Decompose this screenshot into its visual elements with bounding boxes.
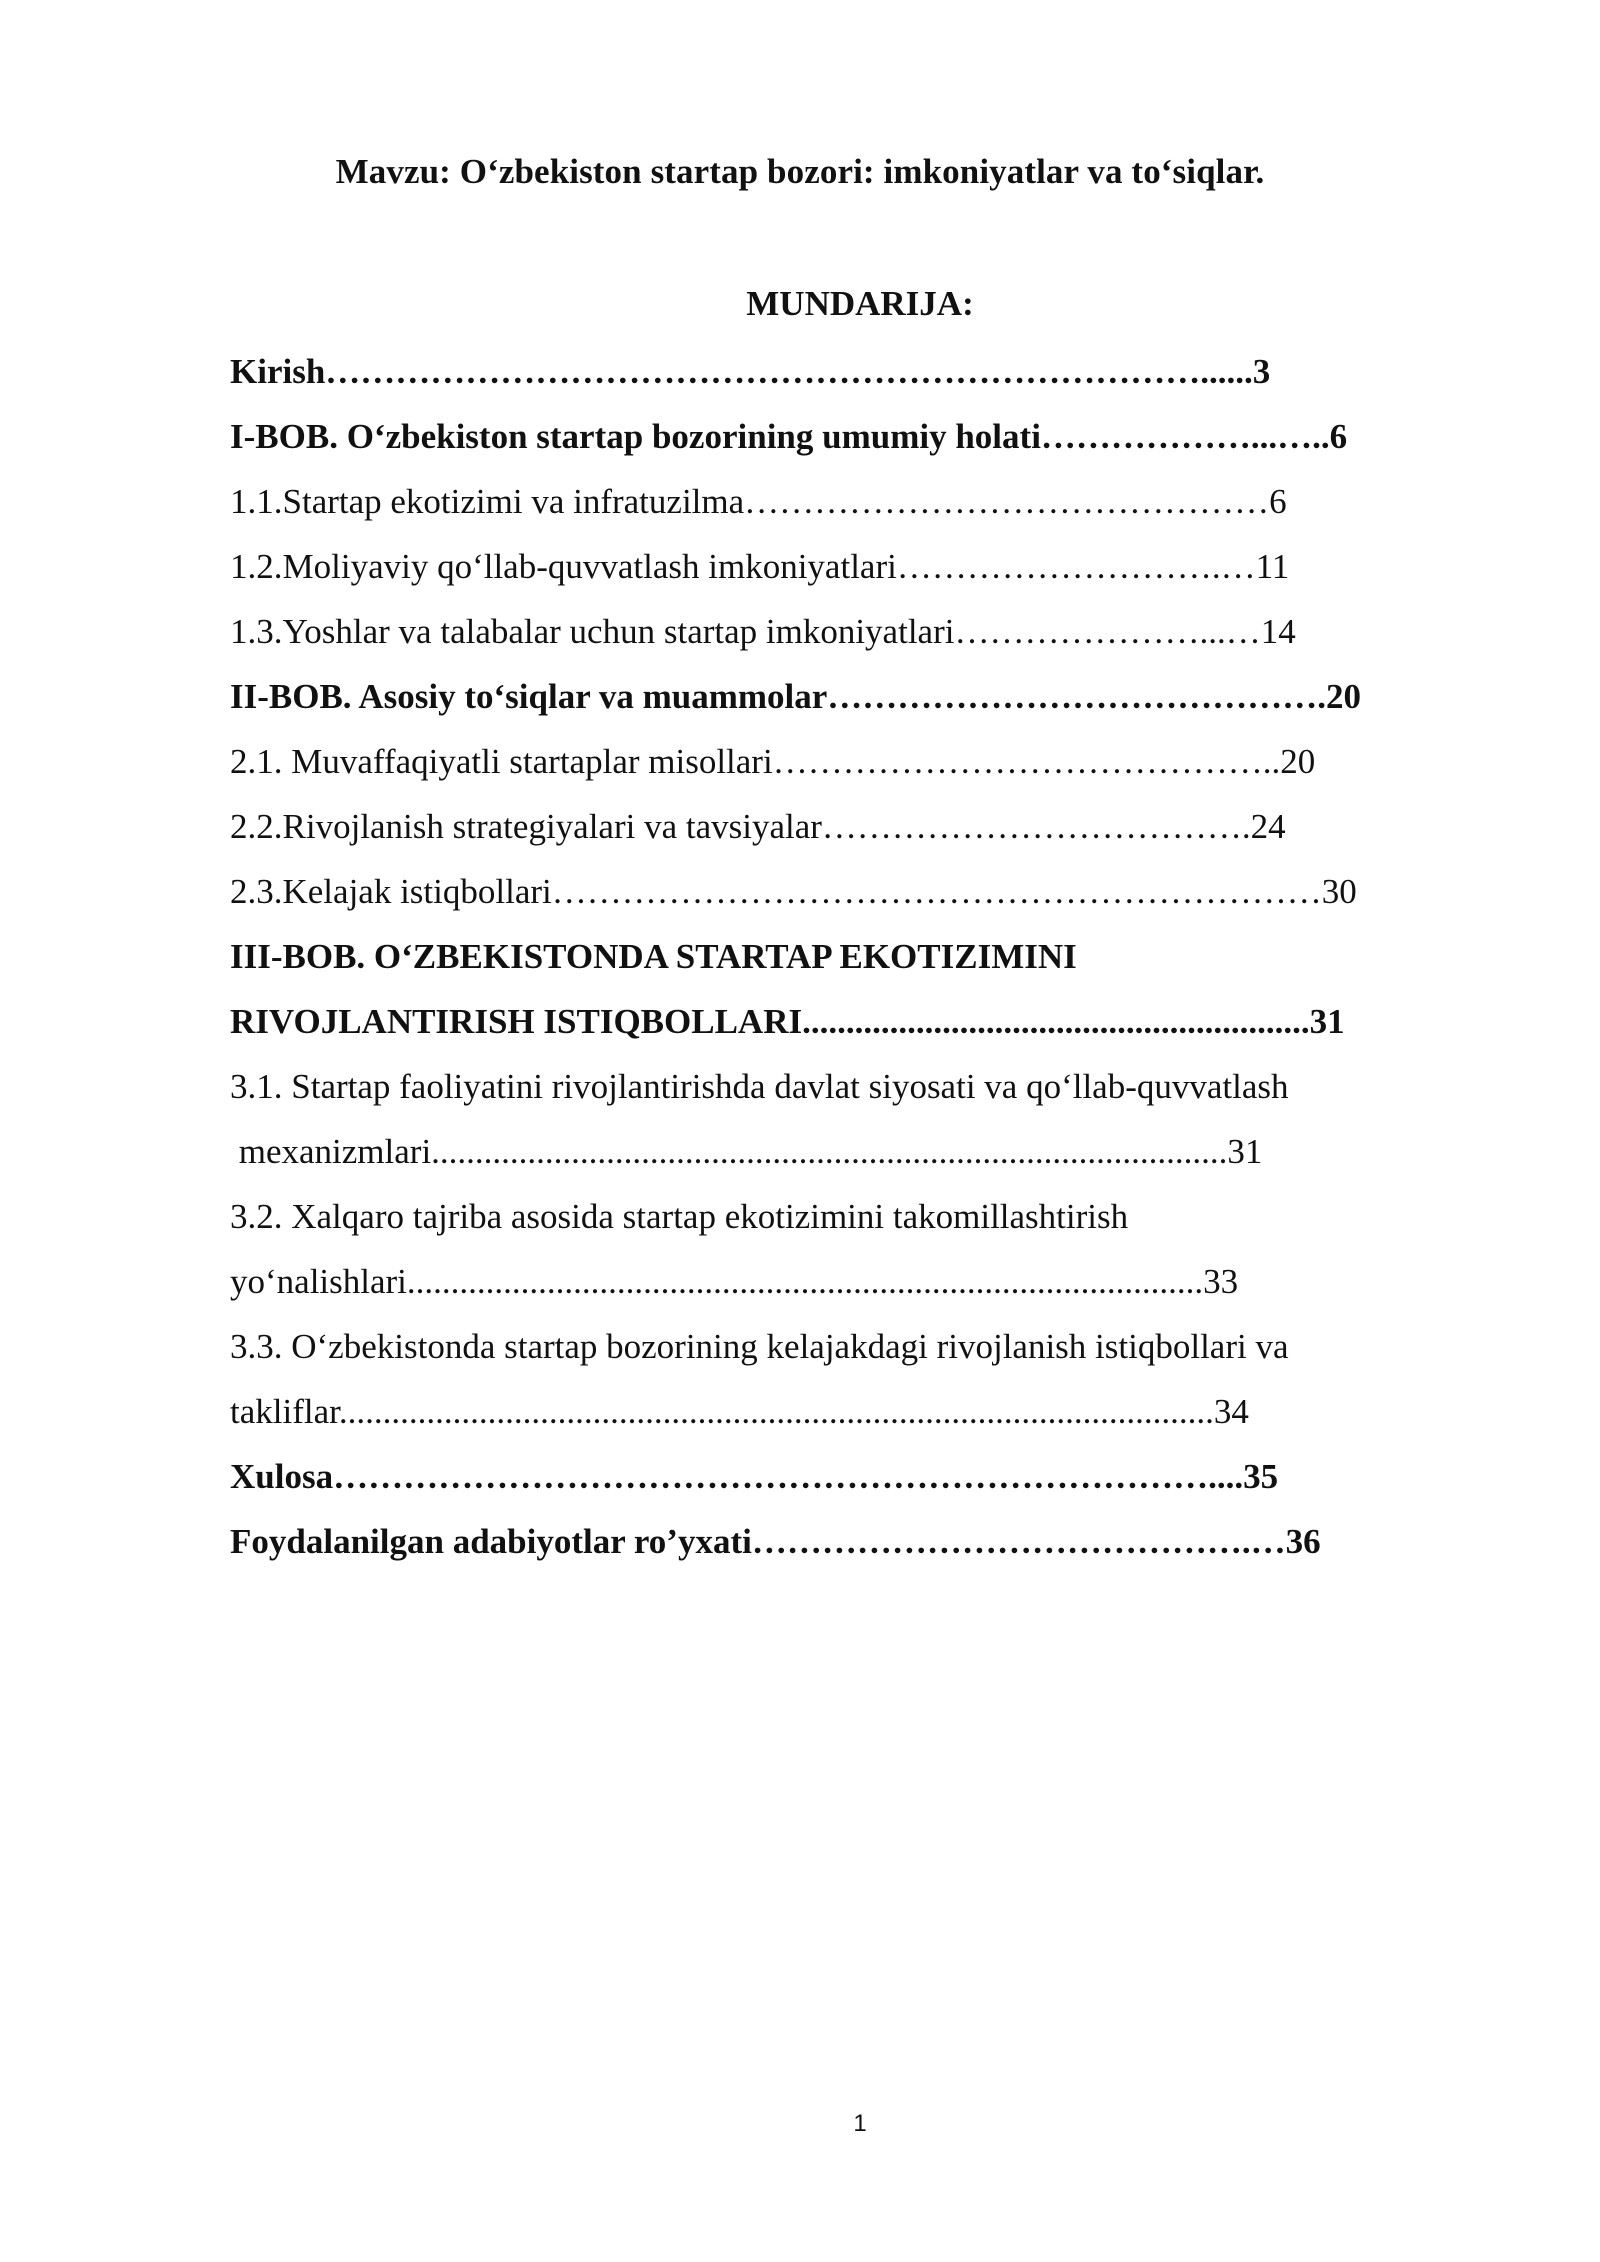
toc-heading: MUNDARIJA: — [746, 284, 974, 323]
toc-entry-3-2-line-2: yo‘nalishlari...........................................................................................33 — [230, 1262, 1239, 1301]
toc-entry-chapter-2: II-BOB. Asosiy to‘siqlar va muammolar…………………………………….20 — [230, 677, 1362, 716]
toc-entry-xulosa: Xulosa…………………………………………………………………....35 — [230, 1457, 1279, 1496]
toc-entry-2-3: 2.3.Kelajak istiqbollari…………………………………………………………30 — [230, 872, 1357, 911]
toc-entry-1-2: 1.2.Moliyaviy qo‘llab-quvvatlash imkoniyatlari……………………….…11 — [230, 547, 1290, 586]
document-topic: Mavzu: O‘zbekiston startap bozori: imkoniyatlar va to‘siqlar. — [335, 152, 1265, 191]
toc-entry-3-2-line-1: 3.2. Xalqaro tajriba asosida startap ekotizimini takomillashtirish — [230, 1197, 1129, 1236]
toc-entry-3-1-line-2: mexanizmlari...........................................................................................31 — [230, 1132, 1263, 1171]
toc-entry-chapter-1: I-BOB. O‘zbekiston startap bozorining umumiy holati………………...…..6 — [230, 417, 1348, 456]
toc-entry-3-1-line-1: 3.1. Startap faoliyatini rivojlantirishda davlat siyosati va qo‘llab-quvvatlash — [230, 1067, 1289, 1106]
toc-entry-chapter-3-line-1: III-BOB. O‘ZBEKISTONDA STARTAP EKOTIZIMINI — [230, 937, 1077, 976]
toc-entry-1-1: 1.1.Startap ekotizimi va infratuzilma………………………………………6 — [230, 482, 1287, 521]
toc-entry-kirish: Kirish…………………………………………………………………......3 — [230, 352, 1271, 391]
toc-entry-3-3-line-2: takliflar....................................................................................................34 — [230, 1392, 1249, 1431]
toc-entry-bibliography: Foydalanilgan adabiyotlar ro’yxati…………………………………….…36 — [230, 1522, 1321, 1561]
toc-entry-2-1: 2.1. Muvaffaqiyatli startaplar misollari……………………………………..20 — [230, 742, 1316, 781]
toc-entry-chapter-3-line-2: RIVOJLANTIRISH ISTIQBOLLARI..........................................................31 — [230, 1002, 1345, 1041]
toc-entry-3-3-line-1: 3.3. O‘zbekistonda startap bozorining kelajakdagi rivojlanish istiqbollari va — [230, 1327, 1289, 1366]
toc-entry-2-2: 2.2.Rivojlanish strategiyalari va tavsiyalar……………………………….24 — [230, 807, 1286, 846]
toc-entry-1-3: 1.3.Yoshlar va talabalar uchun startap imkoniyatlari…………………...…14 — [230, 612, 1296, 651]
page-number: 1 — [853, 2110, 867, 2137]
